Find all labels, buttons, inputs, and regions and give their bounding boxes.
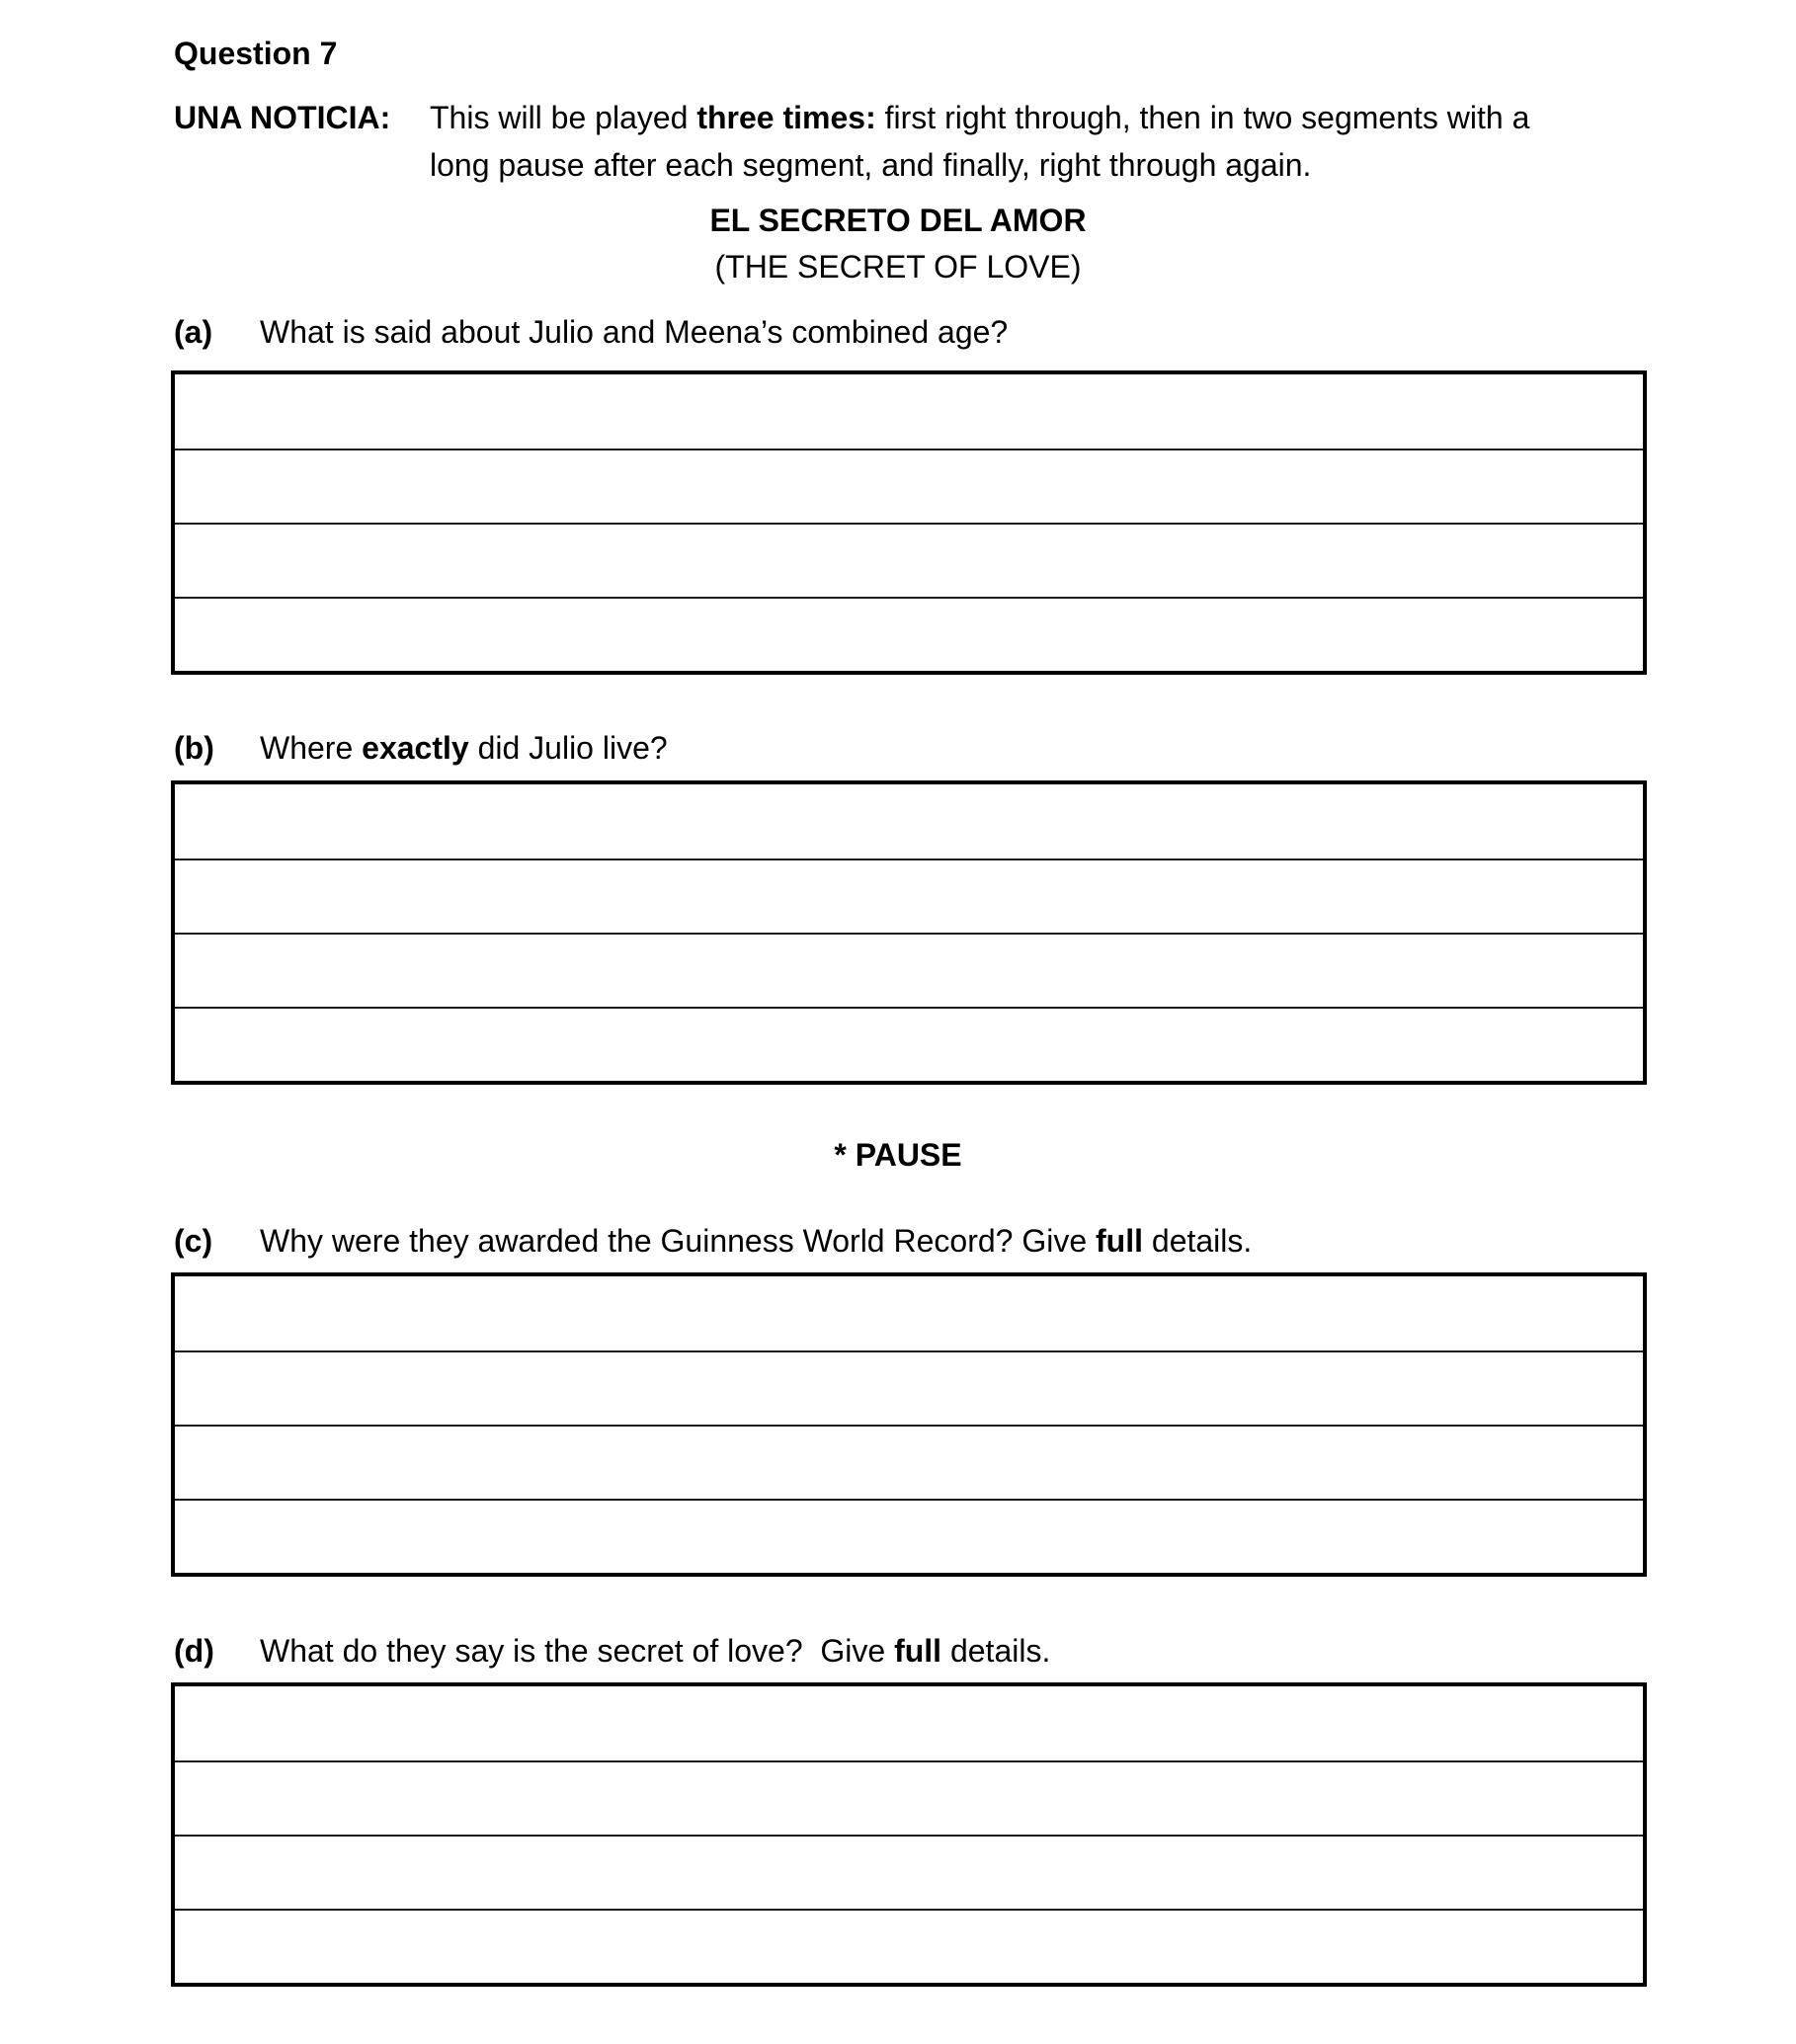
- answer-line[interactable]: [175, 1276, 1643, 1350]
- question-b-label: (b): [174, 730, 214, 766]
- answer-line[interactable]: [175, 523, 1643, 597]
- answer-line[interactable]: [175, 597, 1643, 671]
- question-c-label: (c): [174, 1223, 213, 1259]
- answer-line[interactable]: [175, 1007, 1643, 1081]
- answer-box-b: [171, 780, 1647, 1085]
- answer-line[interactable]: [175, 1760, 1643, 1835]
- instruction-text: [430, 94, 1529, 189]
- instruction-label: UNA NOTICIA:: [174, 100, 391, 135]
- answer-line[interactable]: [175, 1425, 1643, 1499]
- answer-line[interactable]: [175, 1686, 1643, 1760]
- question-b: [174, 728, 668, 768]
- answer-line[interactable]: [175, 784, 1643, 858]
- page-title: Question 7: [174, 36, 338, 71]
- question-c-text: Why were they awarded the Guinness World Record? Give full details.: [260, 1223, 1253, 1259]
- question-d: [174, 1631, 1050, 1671]
- instruction-line-2: long pause after each segment, and finally, right through again.: [430, 147, 1312, 183]
- answer-box-c: [171, 1272, 1647, 1577]
- question-a-label: (a): [174, 314, 213, 350]
- question-b-text: Where exactly did Julio live?: [260, 730, 668, 766]
- answer-line[interactable]: [175, 1350, 1643, 1425]
- answer-line[interactable]: [175, 933, 1643, 1007]
- section-heading-spanish: EL SECRETO DEL AMOR: [709, 203, 1087, 238]
- question-d-label: (d): [174, 1633, 214, 1669]
- answer-line[interactable]: [175, 1499, 1643, 1573]
- question-d-text: What do they say is the secret of love? Give full details.: [260, 1633, 1051, 1669]
- answer-line[interactable]: [175, 1835, 1643, 1909]
- answer-box-a: [171, 370, 1647, 675]
- answer-line[interactable]: [175, 1909, 1643, 1983]
- answer-line[interactable]: [175, 374, 1643, 449]
- section-heading-english: (THE SECRET OF LOVE): [714, 249, 1082, 285]
- question-a: [174, 312, 1008, 352]
- instruction-line-1: This will be played three times: first right through, then in two segments with a: [430, 100, 1530, 135]
- pause-marker: * PAUSE: [834, 1137, 962, 1173]
- question-c: [174, 1221, 1252, 1261]
- answer-line[interactable]: [175, 858, 1643, 933]
- answer-line[interactable]: [175, 449, 1643, 523]
- question-a-text: What is said about Julio and Meena’s combined age?: [260, 314, 1009, 350]
- answer-box-d: [171, 1682, 1647, 1987]
